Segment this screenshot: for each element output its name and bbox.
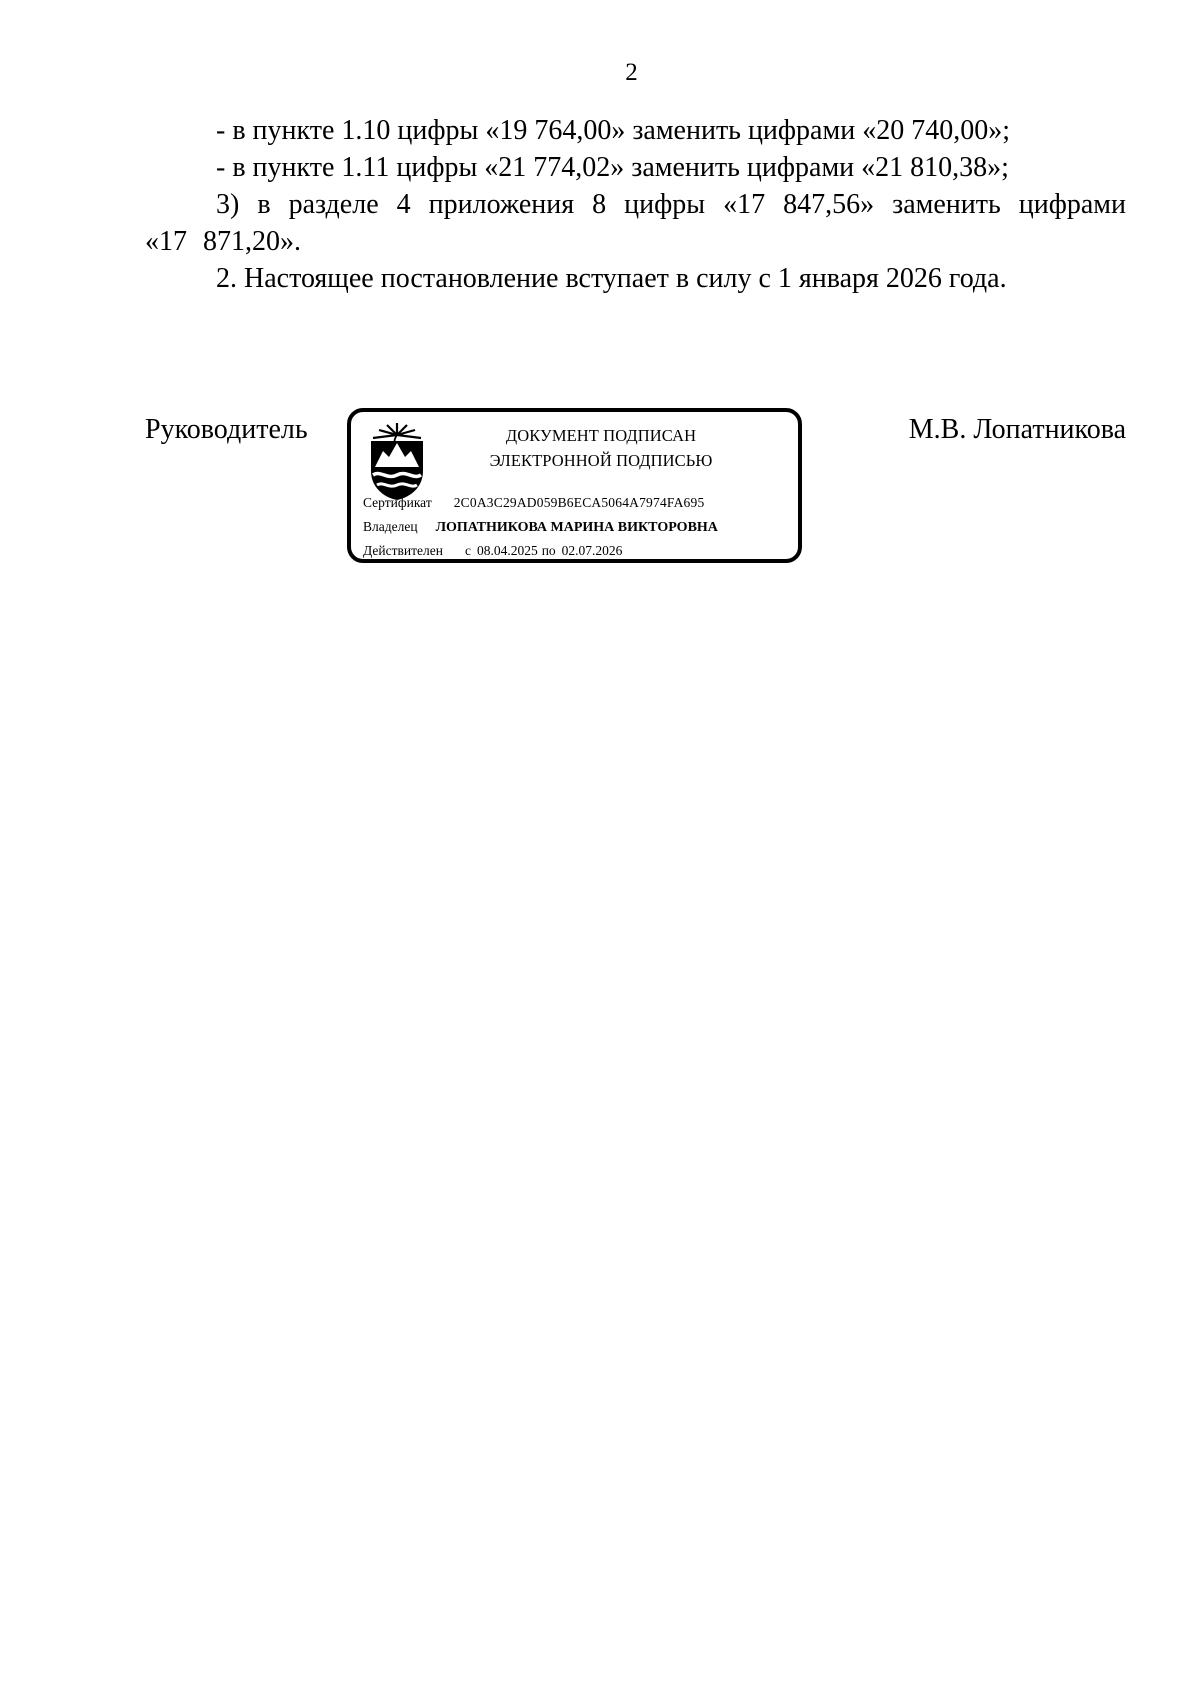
validity-from-word: с: [464, 543, 471, 558]
paragraph-section-4: 3) в разделе 4 приложения 8 цифры «17 847,56» заменить цифрами «17 871,20».: [145, 189, 1126, 257]
validity-row: [363, 540, 622, 562]
validity-to-date: 02.07.2026: [561, 543, 623, 558]
certificate-label: Сертификат: [363, 495, 432, 510]
owner-value: ЛОПАТНИКОВА МАРИНА ВИКТОРОВНА: [435, 520, 718, 535]
owner-label: Владелец: [363, 519, 418, 534]
paragraph-item-1-11: - в пункте 1.11 цифры «21 774,02» заменить цифрами «21 810,38»;: [216, 152, 1009, 183]
certificate-row: [363, 492, 704, 514]
electronic-signature-stamp: [347, 408, 802, 563]
coat-of-arms-emblem-icon: [365, 421, 429, 501]
stamp-heading: [451, 423, 751, 473]
document-body: [145, 112, 1126, 297]
stamp-heading-line-1: ДОКУМЕНТ ПОДПИСАН: [505, 426, 697, 445]
validity-to-word: по: [541, 543, 556, 558]
certificate-value: 2C0A3C29AD059B6ECA5064A7974FA695: [453, 495, 705, 510]
validity-label: Действителен: [363, 543, 443, 558]
owner-row: [363, 516, 718, 539]
signer-name: М.В. Лопатникова: [908, 414, 1126, 445]
page-number: 2: [625, 59, 638, 86]
validity-from-date: 08.04.2025: [476, 543, 538, 558]
paragraph-item-1-10: - в пункте 1.10 цифры «19 764,00» заменить цифрами «20 740,00»;: [216, 115, 1010, 146]
stamp-heading-line-2: ЭЛЕКТРОННОЙ ПОДПИСЬЮ: [489, 451, 713, 470]
paragraph-effective-date: 2. Настоящее постановление вступает в силу с 1 января 2026 года.: [216, 263, 1007, 294]
signer-title: Руководитель: [145, 414, 308, 445]
